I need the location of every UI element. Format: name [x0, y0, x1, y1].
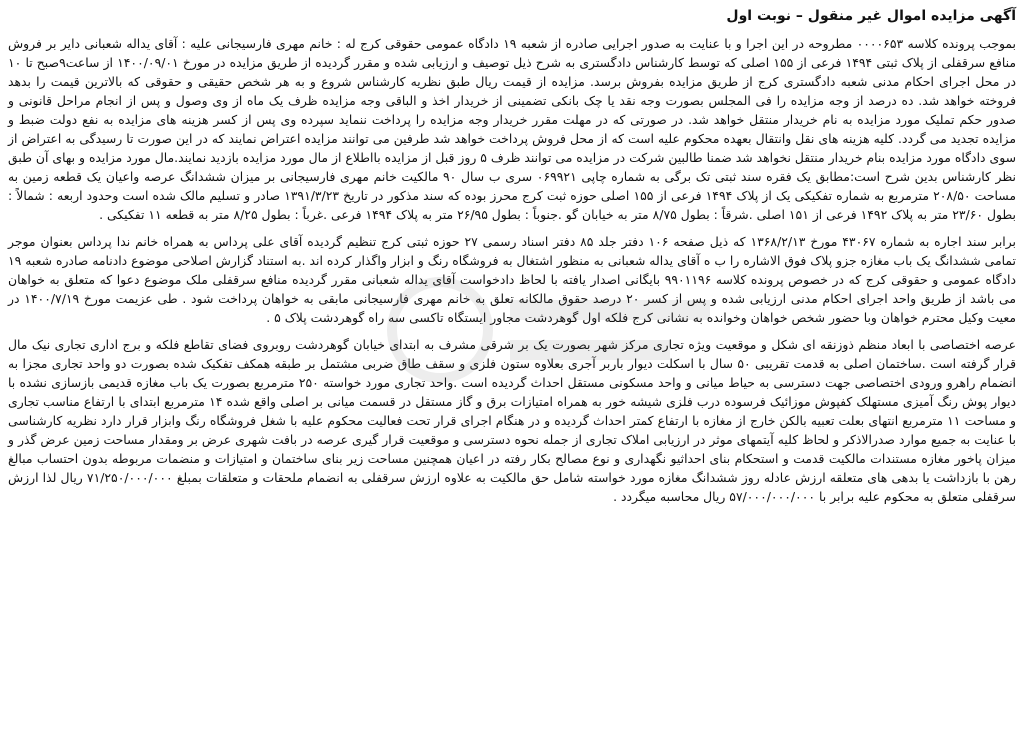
- notice-paragraph-2: برابر سند اجاره به شماره ۴۳۰۶۷ مورخ ۱۳۶۸/۲/۱۳ که ذیل صفحه ۱۰۶ دفتر جلد ۸۵ دفتر اسناد رسمی ۲۷ حوزه ثبتی کرج تنظیم گردیده آقای علی پرداس به همراه خانم ندا پرداس بعنوان موجر تمامی ششدانگ یک باب مغازه جزو پلاک فوق الاشاره را ب ه آقای یداله شعبانی به منظور اشتغال به فروشگاه رنگ و ابزار واگذار کرده اند .به استناد گزارش اصلاحی موضوع دادنامه صادره شعبه ۱۹ دادگاه عمومی و حقوقی کرج که در خصوص پرونده کلاسه ۹۹۰۱۱۹۶ بایگانی اصدار یافته با لحاظ دادخواست آقای یداله شعبانی مقرر گردیده منافع سرقفلی ملک موضوع دعوا که متعلق به خواهان می باشد از طریق واحد اجرای احکام مدنی ارزیابی شده و پس از کسر ۲۰ درصد حقوق مالکانه تعلق به خانم مهری فارسیجانی مابقی به خواهان پرداخت شود . طی عزیمت مورخ ۱۴۰۰/۷/۱۹ در معیت وکیل محترم خواهان وبا حضور شخص خواهان وخوانده به نشانی کرج فلکه اول گوهردشت مجاور ایستگاه تاکسی سه راه گوهردشت پلاک ۵ .: [8, 234, 1017, 325]
- notice-paragraph-3: عرصه اختصاصی با ابعاد منظم ذوزنقه ای شکل و موقعیت ویژه تجاری مرکز شهر بصورت یک بر شرقی مشرف به ابتدای خیابان گوهردشت روبروی فضای تقاطع فلکه و برج اداری تجاری نیک مال قرار گرفته است .ساختمان اصلی به قدمت تقریبی ۵۰ سال با اسکلت دیوار باربر آجری بعلاوه ستون فلزی و سقف طاق ضربی مشتمل بر طبقه همکف تفکیک شده بصورت دو واحد تجاری مجزا به انضمام راهرو ورودی اختصاصی جهت دسترسی به حیاط میانی و واحد مسکونی مستقل احداث گردیده است .واحد تجاری مورد خواسته ۲۵۰ مترمربع بصورت یک باب مغازه قدیمی بازسازی نشده با دیوار پوش رنگ آمیزی مستهلک کفپوش موزائیک فرسوده درب فلزی شیشه خور به همراه امتیازات برق و گاز مستقل در قسمت میانی بر اصلی واقع شده ۱۴ مترمربع ابتدای با ارتفاع مناسب تجاری و مساحت ۱۱ مترمربع انتهای بعلت تعبیه بالکن خارج از مغازه با ارتفاع کمتر احداث گردیده و در هنگام اجرای قرار تحت فعالیت محکوم علیه با شغل فروشگاه رنگ وابزار قرار دارد نظریه کارشناسی با عنایت به جمیع موارد صدرالاذکر و لحاظ کلیه آیتمهای موثر در ارزیابی املاک تجاری از جمله نحوه دسترسی و موقعیت قرار گیری عرصه در بافت شهری عرض بر ومقدار مساحت زمین عرض گذر و میزان پاخور مغازه مستندات مالکیت قدمت و استحکام بنای احداثیو نگهداری و نوع مصالح بکار رفته در اعیان همچنین مساحت زیر بنای ساختمان و امتیازات و منضمات مربوطه بدون احتساب مبالغ رهن با بازداشت یا بدهی های متعلقه ارزش عادله روز ششدانگ مغازه مورد خواسته شامل حق مالکیت به علاوه ارزش سرقفلی به انضمام ملحقات و متعلقات بمبلغ ۷۱/۲۵۰/۰۰۰/۰۰۰ ریال لذا ارزش سرقفلی متعلق به محکوم علیه برابر با ۵۷/۰۰۰/۰۰۰/۰۰۰ ریال محاسبه میگردد .: [8, 337, 1016, 504]
- notice-title: آگهی مزایده اموال غیر منقول – نوبت اول: [726, 8, 1016, 24]
- notice-paragraph-1: بموجب پرونده کلاسه ۰۰۰۰۶۵۳ مطروحه در این اجرا و با عنایت به صدور اجرایی صادره از شعبه ۱۹ دادگاه عمومی حقوقی کرج له : خانم مهری فارسیجانی علیه : آقای یداله شعبانی دایر بر فروش منافع سرقفلی از پلاک ثبتی ۱۴۹۴ فرعی از ۱۵۵ اصلی که توسط کارشناس دادگستری به شرح ذیل توصیف و ارزیابی شده و مقرر گردیده از طریق مزایده در مورخ ۱۴۰۰/۰۹/۰۱ از ساعت۹صبح تا ۱۰ در محل اجرای احکام مدنی شعبه دادگستری کرج از طریق مزایده بفروش برسد. مزایده از قیمت ریال طبق نظریه کارشناس شروع و به هر شخص حقیقی و حقوقی که بالاترین قیمت را بدهد فروخته خواهد شد. ده درصد از وجه مزایده را فی المجلس بصورت وجه نقد یا چک بانکی تضمینی از خریدار اخذ و الباقی وجه مزایده ظرف یک ماه از وی وصول و پس از انجام مراحل قانونی و صدور حکم تملیک مورد مزایده به نام خریدار منتقل خواهد شد. در صورتی که در مهلت مقرر خریدار وجه مزایده را پرداخت ننماید سپرده وی پس از کسر هزینه های مزایده به نفع دولت ضبط و مزایده تجدید می گردد. کلیه هزینه های نقل وانتقال بعهده محکوم علیه است که از محل فروش پرداخت خواهد شد طرفین می توانند مزایده اعتراض نمایند که در این صورت تا رسیدگی به اعتراض از سوی دادگاه مورد مزایده بنام خریدار منتقل نخواهد شد ضمنا طالبین شرکت در مزایده می توانند ظرف ۵ روز قبل از مزایده بااطلاع از مال مورد مزایده بازدید نمایند.مال مورد مزایده و بهای آن طبق نظر کارشناس بدین شرح است:مطابق یک فقره سند ثبتی تک برگی به شماره چاپی ۰۶۹۹۲۱ سری ب سال ۹۰ مالکیت خانم مهری فارسیجانی بر میزان ششدانگ عرصه واعیان یک قطعه زمین به مساحت ۲۰۸/۵۰ مترمربع به شماره تفکیکی یک از پلاک ۱۴۹۴ فرعی از ۱۵۵ اصلی حوزه ثبت کرج محرز بوده که سند مذکور در تاریخ ۱۳۹۱/۳/۲۳ صادر و تسلیم مالک شده است وحدود اربعه : شمالاً : بطول ۲۳/۶۰ متر به پلاک ۱۴۹۲ فرعی از ۱۵۱ اصلی .شرقاً : بطول ۸/۷۵ متر به خیابان گو .جنوباً : بطول ۲۶/۹۵ متر به پلاک ۱۴۹۴ فرعی .غرباً : بطول ۸/۲۵ متر به قطعه ۱۱ تفکیکی .: [8, 36, 1017, 222]
